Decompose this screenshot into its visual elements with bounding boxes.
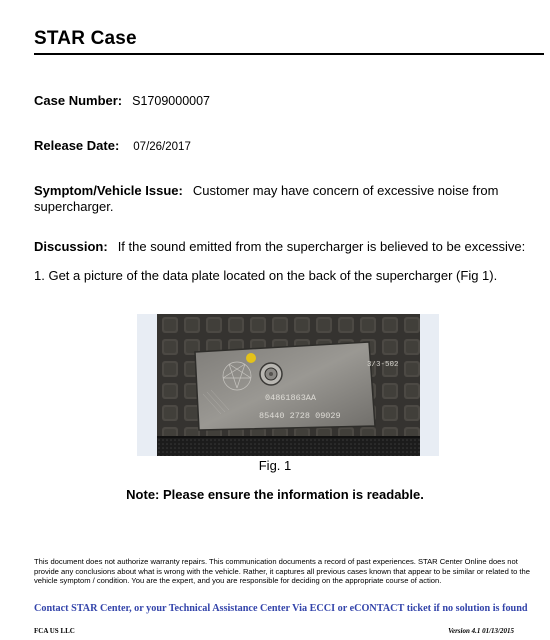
symptom-label: Symptom/Vehicle Issue: [34,183,183,198]
plate-part-number: 04861863AA [265,393,317,403]
discussion-text: If the sound emitted from the supercharger is believed to be excessive: [117,239,526,254]
plate-corner-stamp: 3/3-502 [367,361,399,369]
release-date-row [34,138,191,155]
discussion-label: Discussion: [34,239,108,254]
disclaimer-text: This document does not authorize warranty repairs. This communication documents a record of past experiences. STAR Center Online does not provide any conclusions about what is wrong with the vehicle. Rather, it captures all previous cases known that appear to be similar or related to the vehicle symptom / condition. You are the expert, and you are responsible for deciding on the appropriate course of action. [34,557,530,586]
case-number-value: S1709000007 [132,94,210,108]
data-plate-image [137,314,439,456]
document-version: Version 4.1 01/13/2015 [448,627,514,635]
symptom-text: Customer may have concern of excessive noise from supercharger. [34,183,499,214]
symptom-section [34,183,514,215]
readability-note: Note: Please ensure the information is readable. [126,487,424,502]
case-number-row [34,93,210,109]
discussion-section [34,239,549,255]
discussion-step-1: 1. Get a picture of the data plate located on the back of the supercharger (Fig 1). [34,268,498,283]
plate-serial-line: 85440 2728 09029 [259,411,341,421]
release-date-label: Release Date: [34,138,120,153]
data-plate-photo [137,314,439,456]
case-number-label: Case Number: [34,93,123,108]
document-title: STAR Case [34,28,137,49]
figure-caption: Fig. 1 [258,458,292,473]
release-date-value: 07/26/2017 [133,141,191,153]
title-divider [34,53,544,55]
contact-star-center-text: Contact STAR Center, or your Technical Assistance Center Via ECCI or eCONTACT ticket if no solution is found [34,603,528,614]
company-name: FCA US LLC [34,627,75,635]
